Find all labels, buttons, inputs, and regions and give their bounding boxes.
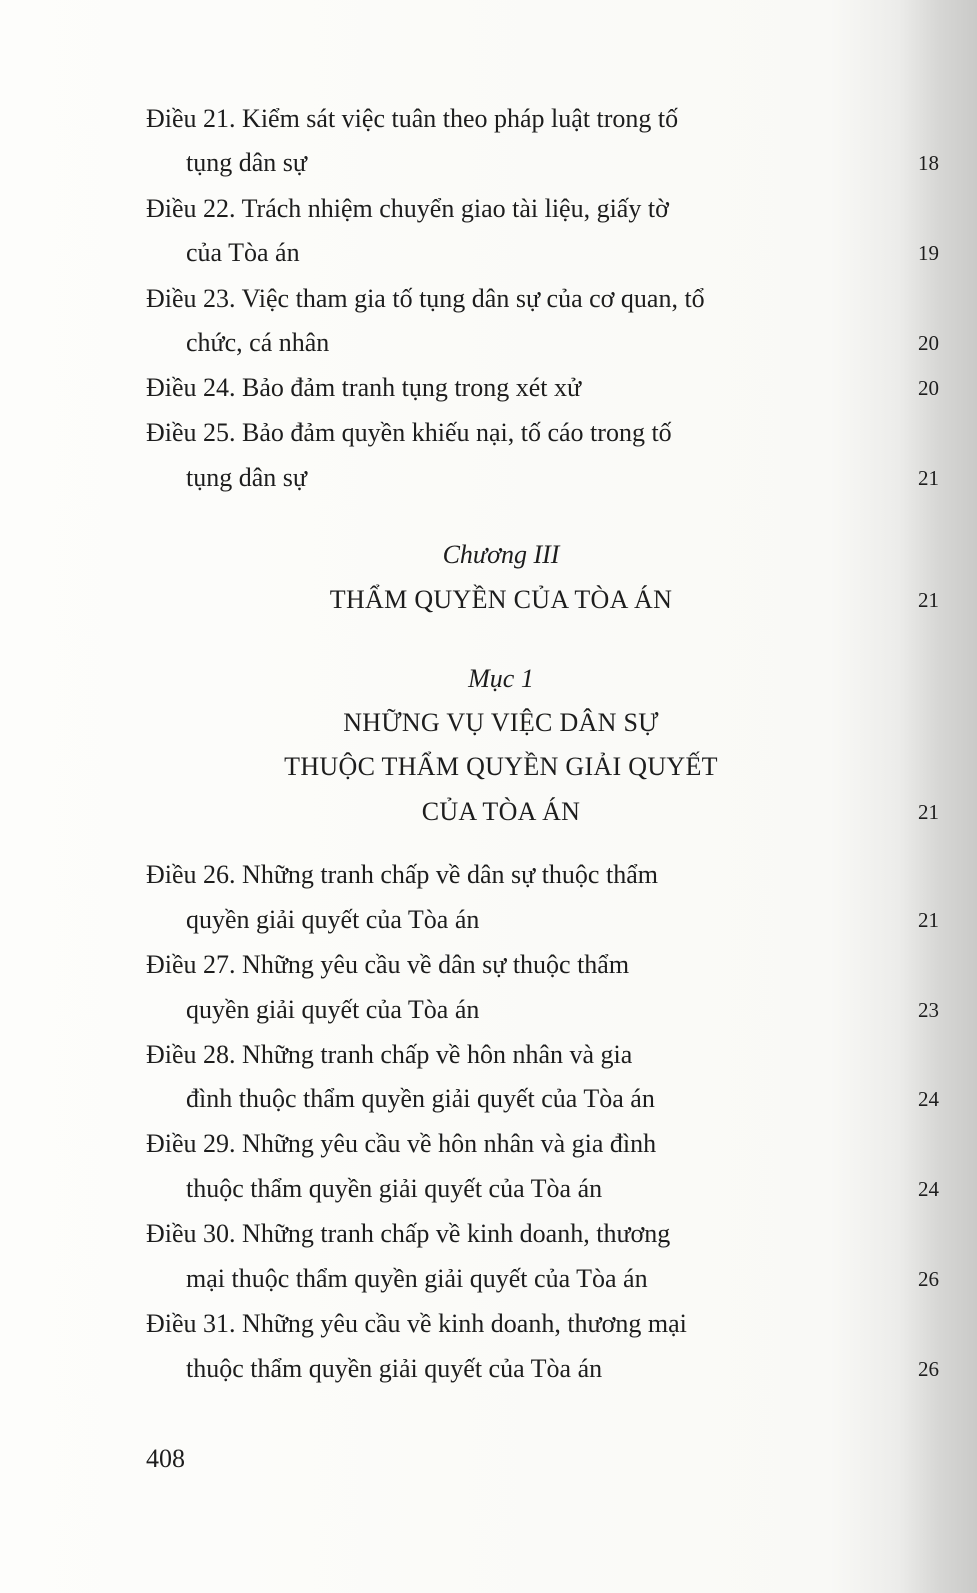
toc-entry-title-cont: thuộc thẩm quyền giải quyết của Tòa án: [186, 1354, 603, 1383]
toc-entry-title: Điều 27. Những yêu cầu về dân sự thuộc thẩm: [146, 950, 630, 979]
toc-page-number: 24: [918, 1177, 939, 1201]
toc-page-number: 26: [918, 1357, 939, 1381]
toc-entry-title: Điều 24. Bảo đảm tranh tụng trong xét xử: [146, 373, 582, 402]
toc-page-number: 23: [918, 998, 939, 1022]
toc-page-number: 21: [918, 588, 939, 612]
chapter-label: Chương III: [442, 540, 560, 569]
toc-entry-title: Điều 21. Kiểm sát việc tuân theo pháp luật trong tố: [146, 104, 679, 133]
section-title-line: CỦA TÒA ÁN: [421, 797, 581, 826]
toc-page-number: 20: [918, 331, 939, 355]
toc-entry-title-cont: đình thuộc thẩm quyền giải quyết của Tòa án: [186, 1084, 655, 1113]
section-title-line: THUỘC THẨM QUYỀN GIẢI QUYẾT: [284, 752, 718, 781]
toc-entry-title-cont: chức, cá nhân: [186, 328, 330, 357]
toc-page-number: 20: [918, 376, 939, 400]
toc-page-number: 18: [918, 151, 939, 175]
toc-entry-title-cont: của Tòa án: [186, 238, 300, 267]
toc-entry-title-cont: quyền giải quyết của Tòa án: [186, 995, 480, 1024]
toc-entry-title-cont: quyền giải quyết của Tòa án: [186, 905, 480, 934]
toc-page-number: 21: [918, 466, 939, 490]
toc-entry-title: Điều 22. Trách nhiệm chuyển giao tài liệu, giấy tờ: [146, 194, 669, 223]
section-title-line: NHỮNG VỤ VIỆC DÂN SỰ: [343, 708, 659, 737]
toc-entry-title: Điều 29. Những yêu cầu về hôn nhân và gia đình: [146, 1129, 657, 1158]
chapter-title: THẨM QUYỀN CỦA TÒA ÁN: [329, 585, 673, 614]
toc-page-number: 24: [918, 1087, 939, 1111]
toc-entry-title: Điều 25. Bảo đảm quyền khiếu nại, tố cáo trong tố: [146, 418, 672, 447]
toc-entry-title: Điều 26. Những tranh chấp về dân sự thuộc thẩm: [146, 860, 658, 889]
toc-page-number: 26: [918, 1267, 939, 1291]
toc-page-number: 21: [918, 800, 939, 824]
toc-entry-title: Điều 23. Việc tham gia tố tụng dân sự của cơ quan, tổ: [146, 284, 705, 313]
toc-entry-title: Điều 31. Những yêu cầu về kinh doanh, thương mại: [146, 1309, 687, 1338]
toc-entry-title-cont: thuộc thẩm quyền giải quyết của Tòa án: [186, 1174, 603, 1203]
page-number: 408: [146, 1444, 185, 1473]
toc-entry-title: Điều 30. Những tranh chấp về kinh doanh, thương: [146, 1219, 671, 1248]
toc-page-number: 19: [918, 241, 939, 265]
toc-entry-title-cont: mại thuộc thẩm quyền giải quyết của Tòa án: [186, 1264, 648, 1293]
toc-entry-title-cont: tụng dân sự: [186, 463, 307, 492]
toc-entry-title: Điều 28. Những tranh chấp về hôn nhân và gia: [146, 1040, 633, 1069]
section-label: Mục 1: [468, 664, 534, 693]
toc-entry-title-cont: tụng dân sự: [186, 148, 307, 177]
toc-page-number: 21: [918, 908, 939, 932]
